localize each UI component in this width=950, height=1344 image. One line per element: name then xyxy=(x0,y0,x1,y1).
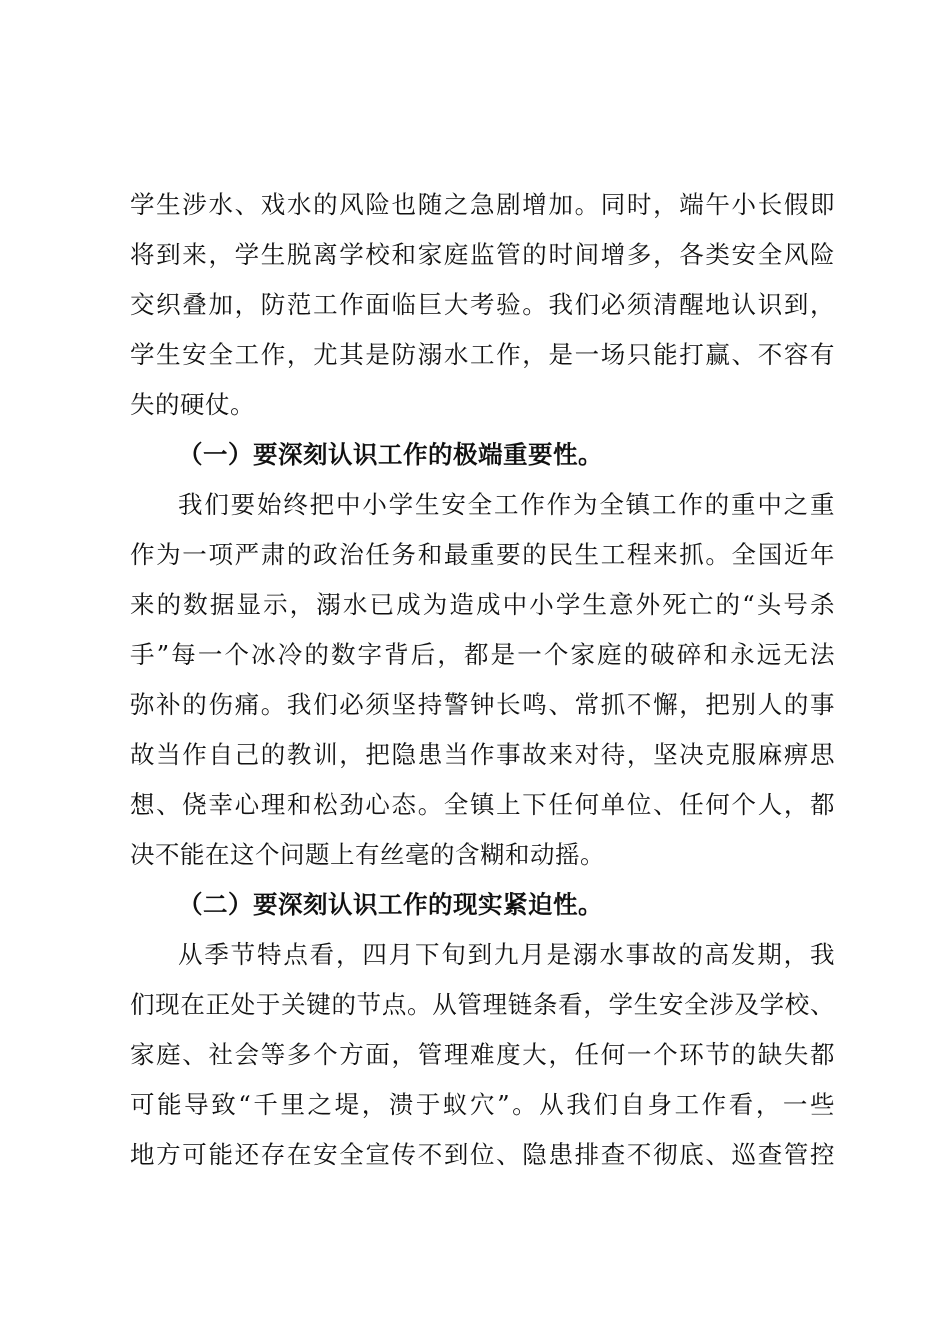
section-heading-1: （一）要深刻认识工作的极端重要性。 xyxy=(178,440,603,469)
paragraph-2-line-4: 手”每一个冰冷的数字背后，都是一个家庭的破碎和永远无法 xyxy=(130,640,835,669)
paragraph-1-line-2: 将到来，学生脱离学校和家庭监管的时间增多，各类安全风险 xyxy=(130,240,835,269)
paragraph-1-line-1: 学生涉水、戏水的风险也随之急剧增加。同时，端午小长假即 xyxy=(130,190,835,219)
paragraph-2-line-8: 决不能在这个问题上有丝毫的含糊和动摇。 xyxy=(130,840,605,869)
document-body xyxy=(130,180,835,1180)
paragraph-3-line-2: 们现在正处于关键的节点。从管理链条看，学生安全涉及学校、 xyxy=(130,990,835,1019)
paragraph-3-line-5: 地方可能还存在安全宣传不到位、隐患排查不彻底、巡查管控 xyxy=(130,1140,835,1169)
paragraph-3-line-1: 从季节特点看，四月下旬到九月是溺水事故的高发期，我 xyxy=(178,940,835,969)
paragraph-2-line-7: 想、侥幸心理和松劲心态。全镇上下任何单位、任何个人，都 xyxy=(130,790,835,819)
paragraph-1-line-5: 失的硬仗。 xyxy=(130,390,255,419)
paragraph-2-line-1: 我们要始终把中小学生安全工作作为全镇工作的重中之重 xyxy=(178,490,835,519)
paragraph-1-line-3: 交织叠加，防范工作面临巨大考验。我们必须清醒地认识到， xyxy=(130,290,835,319)
paragraph-2-line-2: 作为一项严肃的政治任务和最重要的民生工程来抓。全国近年 xyxy=(130,540,835,569)
paragraph-2-line-5: 弥补的伤痛。我们必须坚持警钟长鸣、常抓不懈，把别人的事 xyxy=(130,690,835,719)
paragraph-3-line-4: 可能导致“千里之堤，溃于蚁穴”。从我们自身工作看，一些 xyxy=(130,1090,835,1119)
paragraph-2-line-3: 来的数据显示，溺水已成为造成中小学生意外死亡的“头号杀 xyxy=(130,590,835,619)
section-heading-2: （二）要深刻认识工作的现实紧迫性。 xyxy=(178,890,603,919)
paragraph-3-line-3: 家庭、社会等多个方面，管理难度大，任何一个环节的缺失都 xyxy=(130,1040,835,1069)
paragraph-1-line-4: 学生安全工作，尤其是防溺水工作，是一场只能打赢、不容有 xyxy=(130,340,835,369)
paragraph-2-line-6: 故当作自己的教训，把隐患当作事故来对待，坚决克服麻痹思 xyxy=(130,740,835,769)
